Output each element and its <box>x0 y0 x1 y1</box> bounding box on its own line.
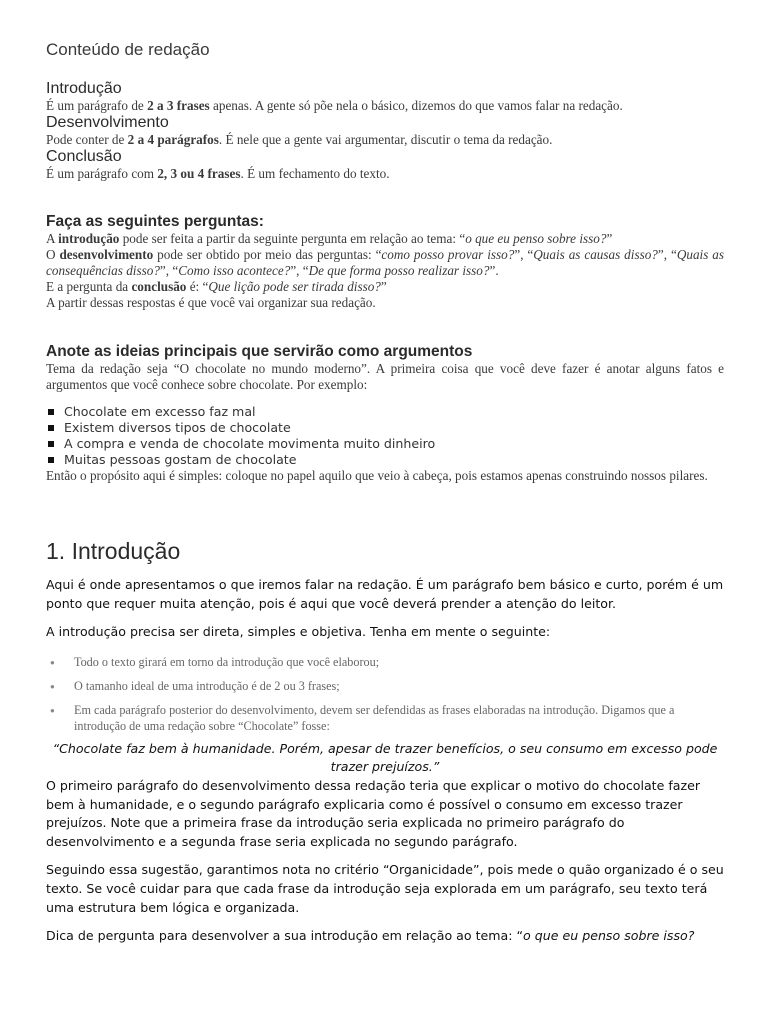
paragraph: O primeiro parágrafo do desenvolvimento dessa redação teria que explicar o motivo do chocolate fazer bem à humanidade, e o segundo parágrafo explicaria como é possível o consumo em excesso trazer prejuízos. Note que a primeira frase da introdução seria explicada no primeiro parágrafo do desenvolvimento e a segunda frase seria explicada no segundo parágrafo. <box>46 777 701 849</box>
list-item: Muitas pessoas gostam de chocolate <box>46 452 724 468</box>
concl-text: É um parágrafo com 2, 3 ou 4 frases. É um fechamento do texto. <box>46 166 390 181</box>
document-title: Conteúdo de redação <box>46 40 210 59</box>
example-quote: “Chocolate faz bem à humanidade. Porém, apesar de trazer benefícios, o seu consumo em excesso pode trazer prejuízos.” <box>52 740 718 775</box>
questions-text <box>46 231 724 311</box>
question-dev: O desenvolvimento pode ser obtido por meio das perguntas: “como posso provar isso?”, “Quais as causas disso?”, “Quais as consequências disso?”, “Como isso acontece?”, “De que forma posso realizar isso?”. <box>46 247 725 278</box>
questions-section <box>46 213 724 311</box>
section-intro-body <box>46 576 724 946</box>
question-summary: A partir dessas respostas é que você vai organizar sua redação. <box>46 295 376 310</box>
paragraph: Aqui é onde apresentamos o que iremos falar na redação. É um parágrafo bem básico e curto, porém é um ponto que requer muita atenção, pois é aqui que você deverá prender a atenção do leitor. <box>46 577 724 611</box>
question-concl: E a pergunta da conclusão é: “Que lição pode ser tirada disso?” <box>46 279 387 294</box>
ideas-list <box>46 404 724 468</box>
intro-text: É um parágrafo de 2 a 3 frases apenas. A gente só põe nela o básico, dizemos do que vamos falar na redação. <box>46 98 623 113</box>
list-item: ● Todo o texto girará em torno da introdução que você elaborou; <box>46 654 724 670</box>
concl-heading: Conclusão <box>46 148 122 165</box>
section-heading: 1. Introdução <box>46 538 181 564</box>
ideas-heading: Anote as ideias principais que servirão como argumentos <box>46 343 473 360</box>
ideas-intro: Tema da redação seja “O chocolate no mundo moderno”. A primeira coisa que você deve fazer é anotar alguns fatos e argumentos que você conhece sobre chocolate. Por exemplo: <box>46 361 724 392</box>
questions-heading: Faça as seguintes perguntas: <box>46 213 264 230</box>
list-item: A compra e venda de chocolate movimenta muito dinheiro <box>46 436 724 452</box>
intro-bullets <box>46 654 724 734</box>
dev-heading: Desenvolvimento <box>46 114 169 131</box>
ideas-conclusion: Então o propósito aqui é simples: coloque no papel aquilo que veio à cabeça, pois estamos apenas construindo nossos pilares. <box>46 468 708 483</box>
paragraph: Seguindo essa sugestão, garantimos nota no critério “Organicidade”, pois mede o quão organizado é o seu texto. Se você cuidar para que cada frase da introdução seja explorada em um parágrafo, seu texto terá uma estrutura bem lógica e organizada. <box>46 862 724 915</box>
list-item: ● Em cada parágrafo posterior do desenvolvimento, devem ser defendidas as frases elaboradas na introdução. Digamos que a introdução de uma redação sobre “Chocolate” fosse: <box>46 702 724 734</box>
intro-heading: Introdução <box>46 80 122 97</box>
question-intro: A introdução pode ser feita a partir da seguinte pergunta em relação ao tema: “o que eu penso sobre isso?” <box>46 231 613 246</box>
ideas-section <box>46 343 724 484</box>
paragraph: A introdução precisa ser direta, simples e objetiva. Tenha em mente o seguinte: <box>46 624 551 640</box>
list-item: ● O tamanho ideal de uma introdução é de 2 ou 3 frases; <box>46 678 724 694</box>
list-item: Chocolate em excesso faz mal <box>46 404 724 420</box>
structure-section <box>46 80 724 182</box>
dev-text: Pode conter de 2 a 4 parágrafos. É nele que a gente vai argumentar, discutir o tema da redação. <box>46 132 553 147</box>
list-item: Existem diversos tipos de chocolate <box>46 420 724 436</box>
paragraph: Dica de pergunta para desenvolver a sua introdução em relação ao tema: “o que eu penso sobre isso? <box>46 928 695 944</box>
